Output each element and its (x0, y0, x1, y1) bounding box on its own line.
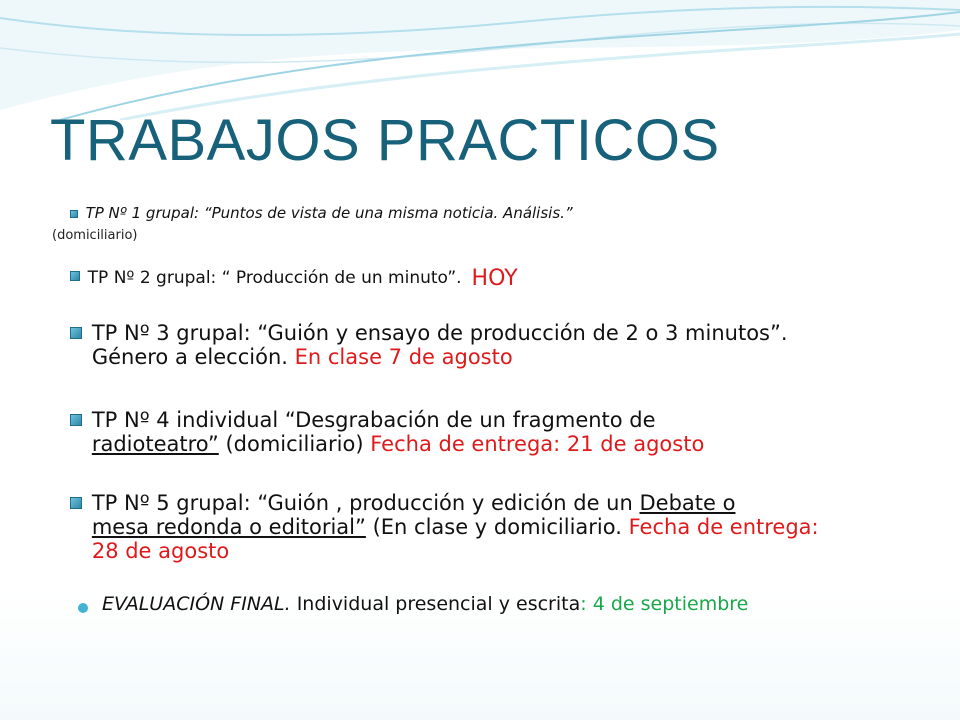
tp5-highlight-1: Fecha de entrega: (628, 515, 819, 540)
round-bullet-icon (78, 603, 88, 613)
tp4-highlight: Fecha de entrega: 21 de agosto (370, 432, 705, 457)
square-bullet-icon (70, 271, 80, 281)
evaluacion-highlight: 4 de septiembre (592, 593, 749, 615)
tp4-quote-close: radioteatro” (91, 432, 219, 457)
tp2-text (88, 266, 518, 291)
list-item-tp4 (70, 408, 704, 456)
tp5-text (92, 491, 819, 563)
tp3-line2: Género a elección. (91, 345, 288, 370)
tp5-quote-emph: Debate o (639, 491, 736, 515)
square-bullet-icon (70, 210, 78, 218)
tp4-prefix: TP Nº 4 individual (91, 408, 285, 432)
square-bullet-icon (70, 327, 82, 339)
tp5-quote-close: mesa redonda o editorial” (91, 515, 366, 540)
evaluacion-detail: Individual presencial y escrita (296, 593, 581, 615)
list-item-tp5 (70, 491, 819, 563)
slide-title: TRABAJOS PRACTICOS (50, 108, 720, 173)
square-bullet-icon (70, 497, 82, 509)
tp3-prefix: TP Nº 3 grupal: (91, 321, 258, 345)
list-item-tp1 (70, 205, 573, 222)
tp1-text (86, 205, 573, 222)
tp3-quote: “Guión y ensayo de producción de 2 o 3 minutos”. (257, 321, 788, 345)
tp4-note: (domiciliario) (225, 432, 364, 457)
tp1-note: (domiciliario) (52, 228, 138, 243)
tp4-text (92, 408, 704, 456)
evaluacion-colon: : (580, 593, 587, 615)
evaluacion-text (102, 594, 748, 616)
tp5-prefix: TP Nº 5 grupal: (91, 491, 258, 515)
list-item-evaluacion-final (76, 594, 748, 616)
tp1-prefix: TP Nº 1 grupal: (85, 204, 204, 222)
header-wave-decoration (0, 0, 960, 120)
tp3-highlight: En clase 7 de agosto (294, 345, 513, 370)
evaluacion-label: EVALUACIÓN FINAL. (102, 593, 291, 615)
square-bullet-icon (70, 414, 82, 426)
tp5-highlight-2: 28 de agosto (91, 539, 230, 564)
tp4-quote-open: “Desgrabación de un fragmento de (284, 408, 656, 432)
list-item-tp3 (70, 321, 788, 369)
tp2-highlight: HOY (471, 266, 518, 291)
list-item-tp2 (70, 266, 518, 291)
tp5-quote-open: “Guión , producción y edición de un (257, 491, 640, 515)
tp1-quote: “Puntos de vista de una misma noticia. Análisis.” (203, 204, 573, 222)
tp2-quote: “ Producción de un minuto”. (221, 268, 462, 288)
tp2-prefix: TP Nº 2 grupal: (87, 268, 222, 288)
tp5-note: (En clase y domiciliario. (372, 515, 622, 540)
tp3-text (92, 321, 788, 369)
